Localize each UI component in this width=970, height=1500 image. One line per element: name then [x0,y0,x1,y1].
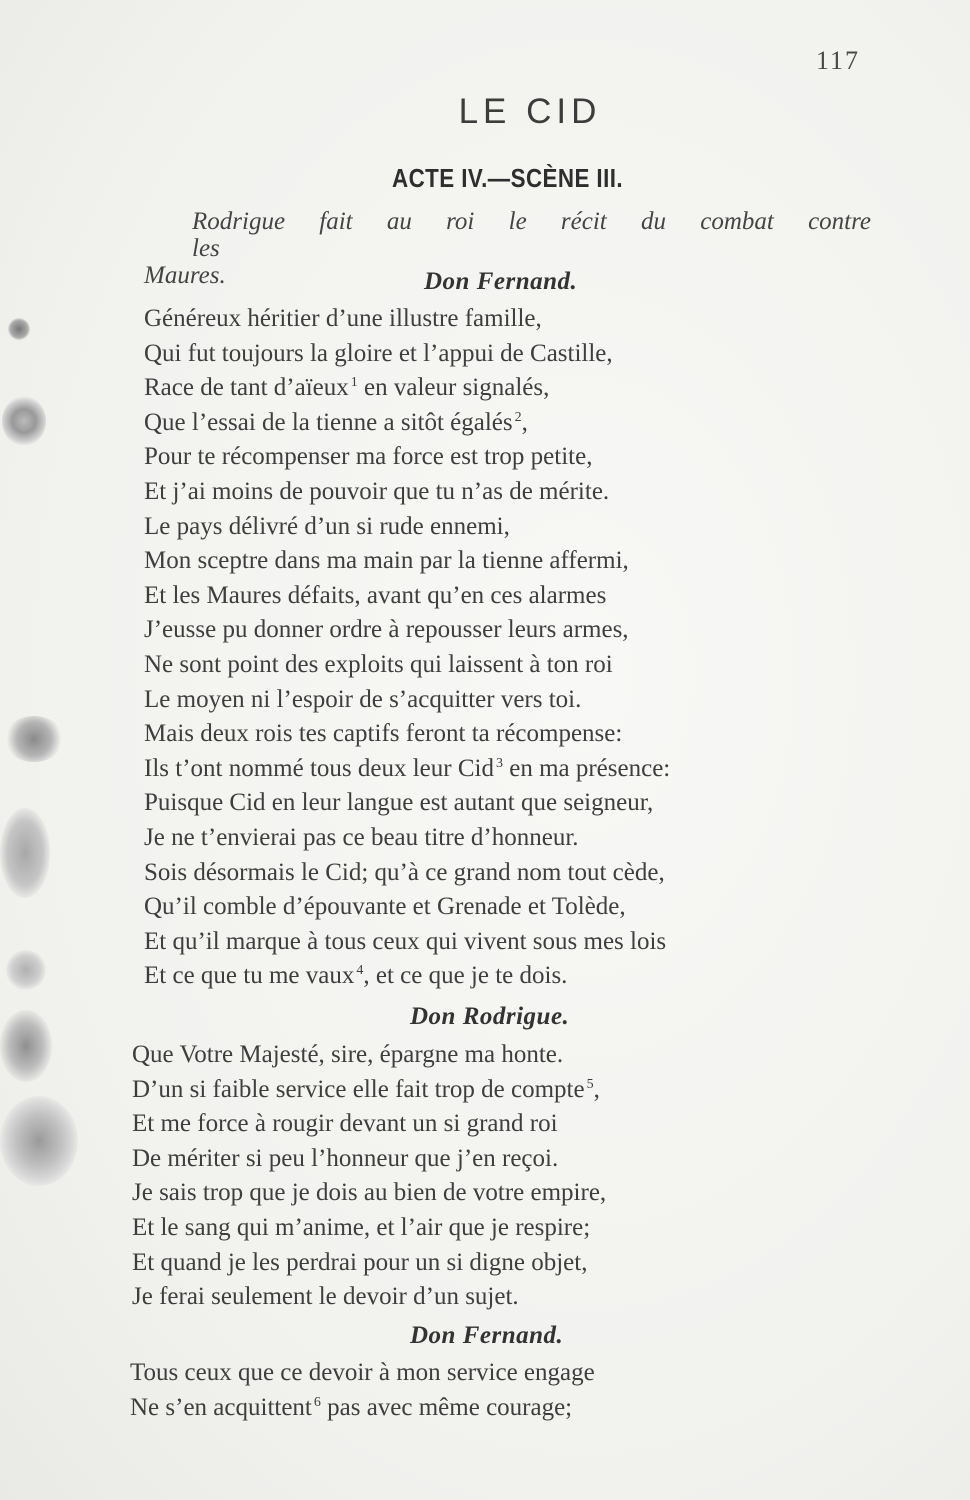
verse-line [132,1107,606,1142]
verse-line [144,648,670,683]
verse-text: J’eusse pu donner ordre à repousser leurs armes, [144,616,629,644]
verse-text: Qui fut toujours la gloire et l’appui de Castille, [144,339,613,367]
verse-text: Race de tant d’aïeux [144,374,349,402]
stage-direction-line: Rodrigue fait au roi le récit du combat contre les [192,208,872,262]
verse-line [144,475,670,510]
verse-line [144,302,670,337]
verse-text: Et ce que tu me vaux [144,962,355,990]
verse-text-continued: en ma présence: [502,754,671,782]
verse-line [144,821,670,856]
verse-text-continued: pas avec même courage; [320,1393,573,1421]
verse-text: Mais deux rois tes captifs feront ta récompense: [144,720,623,748]
verse-line [144,752,670,787]
verse-text: Puisque Cid en leur langue est autant que seigneur, [144,789,654,817]
verse-text: Et les Maures défaits, avant qu’en ces alarmes [144,581,607,609]
stage-direction-line: Maures. [144,262,226,289]
verse-line [132,1246,606,1281]
verse-text: Tous ceux que ce devoir à mon service engage [130,1359,595,1386]
verse-line [144,544,670,579]
footnote-marker: 1 [350,375,358,391]
verse-line [132,1038,606,1073]
verse-text: Et j’ai moins de pouvoir que tu n’as de mérite. [144,477,610,505]
verse-text: Et me force à rougir devant un si grand roi [132,1110,558,1138]
verse-text: Ils t’ont nommé tous deux leur Cid [144,754,494,782]
stain-mark [4,716,64,762]
verse-line [132,1142,606,1177]
speaker-name: Don Rodrigue. [410,1003,570,1030]
verse-line [130,1391,595,1426]
stain-mark [8,318,30,340]
verse-text: Que l’essai de la tienne a sitôt égalés [144,408,513,436]
verse-block [144,302,670,994]
verse-text: Ne sont point des exploits qui laissent à ton roi [144,650,613,678]
page-number: 117 [816,46,861,75]
verse-text: Qu’il comble d’épouvante et Grenade et Tolède, [144,893,626,921]
verse-text: Que Votre Majesté, sire, épargne ma honte. [132,1041,564,1068]
verse-text: Et le sang qui m’anime, et l’air que je respire; [132,1213,591,1241]
verse-text: Je ferai seulement le devoir d’un sujet. [132,1283,519,1311]
verse-line [144,440,670,475]
verse-text-continued: , [593,1075,600,1103]
verse-text: Le moyen ni l’espoir de s’acquitter vers toi. [144,685,582,713]
verse-text-continued: , [521,408,528,436]
stain-mark [0,808,50,898]
verse-line [144,856,670,891]
verse-line [144,925,670,960]
verse-line [144,371,670,406]
speaker-name: Don Fernand. [424,268,578,295]
verse-line [132,1176,606,1211]
verse-line [144,890,670,925]
verse-text: D’un si faible service elle fait trop de compte [132,1075,585,1103]
verse-line [144,579,670,614]
verse-line [144,613,670,648]
page-title: LE CID [458,92,602,131]
speaker-name: Don Fernand. [410,1322,564,1349]
verse-text: Le pays délivré d’un si rude ennemi, [144,512,510,540]
verse-line [144,786,670,821]
verse-line [130,1356,595,1391]
verse-text-continued: en valeur signalés, [357,374,550,402]
verse-block [130,1356,595,1425]
verse-text: Pour te récompenser ma force est trop petite, [144,443,593,471]
verse-line [144,510,670,545]
verse-text: Je ne t’envierai pas ce beau titre d’honneur. [144,823,579,851]
verse-text: Sois désormais le Cid; qu’à ce grand nom tout cède, [144,858,665,886]
verse-block [132,1038,606,1315]
verse-text-continued: , et ce que je te dois. [363,962,568,990]
verse-text: Et qu’il marque à tous ceux qui vivent sous mes lois [144,927,667,955]
verse-line [144,683,670,718]
stain-mark [0,1096,78,1186]
footnote-marker: 5 [586,1076,594,1092]
footnote-marker: 6 [313,1394,321,1410]
verse-line [144,337,670,372]
verse-text: Mon sceptre dans ma main par la tienne affermi, [144,547,629,575]
verse-line [144,406,670,441]
verse-line [132,1280,606,1315]
act-scene-heading: ACTE IV.—SCÈNE III. [392,163,624,193]
verse-text: Ne s’en acquittent [130,1393,312,1421]
verse-line [144,959,670,994]
stain-mark [2,396,46,446]
footnote-marker: 2 [514,409,522,425]
verse-text: Je sais trop que je dois au bien de votre empire, [132,1179,607,1207]
verse-line [144,717,670,752]
verse-text: De mériter si peu l’honneur que j’en reçoi. [132,1144,559,1172]
stain-mark [0,1010,52,1082]
verse-line [132,1073,606,1108]
verse-text: Généreux héritier d’une illustre famille, [144,305,542,332]
stain-mark [6,950,46,990]
footnote-marker: 3 [495,755,503,771]
footnote-marker: 4 [356,963,364,979]
verse-text: Et quand je les perdrai pour un si digne objet, [132,1248,588,1276]
verse-line [132,1211,606,1246]
